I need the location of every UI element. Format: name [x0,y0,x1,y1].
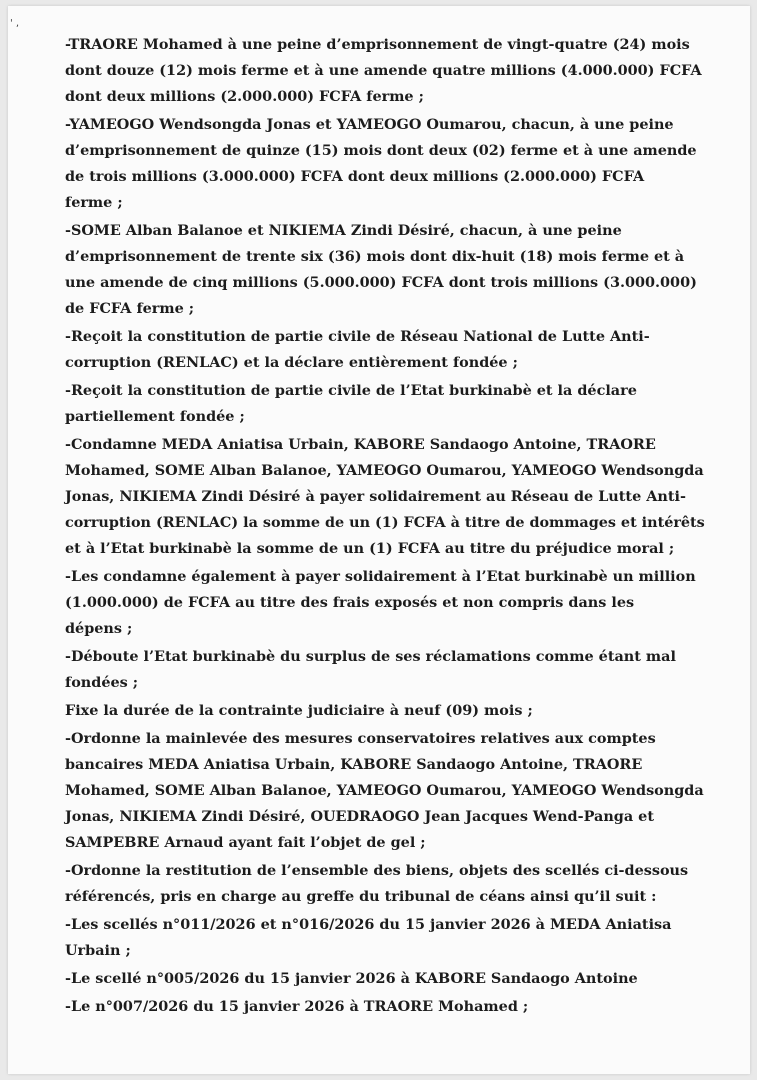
judgment-paragraph [65,966,705,992]
document-page [8,6,750,1074]
text-line: Mohamed, SOME Alban Balanoe, YAMEOGO Oumarou, YAMEOGO Wendsongda [65,782,704,799]
judgment-paragraph [65,378,705,430]
text-line: corruption (RENLAC) et la déclare entièrement fondée ; [65,354,518,371]
text-line: -Ordonne la mainlevée des mesures conservatoires relatives aux comptes [65,730,656,747]
judgment-paragraph [65,726,705,856]
text-line: ferme ; [65,194,123,211]
text-line: -YAMEOGO Wendsongda Jonas et YAMEOGO Oumarou, chacun, à une peine [65,116,674,133]
text-line: corruption (RENLAC) la somme de un (1) FCFA à titre de dommages et intérêts [65,514,705,531]
text-line: -Les condamne également à payer solidairement à l’Etat burkinabè un million [65,568,696,585]
text-line: fondées ; [65,674,139,691]
text-line: -Le n°007/2026 du 15 janvier 2026 à TRAORE Mohamed ; [65,998,529,1015]
judgment-paragraph [65,324,705,376]
text-line: -Ordonne la restitution de l’ensemble des biens, objets des scellés ci-dessous [65,862,689,879]
text-line: partiellement fondée ; [65,408,245,425]
text-line: dont deux millions (2.000.000) FCFA ferme ; [65,88,424,105]
text-line: d’emprisonnement de quinze (15) mois dont deux (02) ferme et à une amende [65,142,697,159]
text-line: une amende de cinq millions (5.000.000) FCFA dont trois millions (3.000.000) [65,274,697,291]
judgment-paragraph [65,994,705,1020]
text-line: Jonas, NIKIEMA Zindi Désiré, OUEDRAOGO Jean Jacques Wend-Panga et [65,808,654,825]
text-line: SAMPEBRE Arnaud ayant fait l’objet de gel ; [65,834,426,851]
text-line: d’emprisonnement de trente six (36) mois dont dix-huit (18) mois ferme et à [65,248,685,265]
text-line: et à l’Etat burkinabè la somme de un (1) FCFA au titre du préjudice moral ; [65,540,675,557]
text-line: bancaires MEDA Aniatisa Urbain, KABORE Sandaogo Antoine, TRAORE [65,756,643,773]
text-line: (1.000.000) de FCFA au titre des frais exposés et non compris dans les [65,594,635,611]
text-line: dépens ; [65,620,133,637]
text-line: -Le scellé n°005/2026 du 15 janvier 2026 à KABORE Sandaogo Antoine [65,970,638,987]
text-line: Fixe la durée de la contrainte judiciaire à neuf (09) mois ; [65,702,533,719]
text-line: de FCFA ferme ; [65,300,195,317]
judgment-paragraph [65,698,705,724]
judgment-paragraph [65,218,705,322]
judgment-paragraph [65,858,705,910]
margin-mark: ' , [10,18,20,29]
text-line: -Les scellés n°011/2026 et n°016/2026 du 15 janvier 2026 à MEDA Aniatisa [65,916,672,933]
text-line: Urbain ; [65,942,131,959]
text-line: dont douze (12) mois ferme et à une amende quatre millions (4.000.000) FCFA [65,62,702,79]
judgment-paragraph [65,32,705,110]
text-line: -Condamne MEDA Aniatisa Urbain, KABORE Sandaogo Antoine, TRAORE [65,436,656,453]
judgment-paragraph [65,564,705,642]
text-line: -Reçoit la constitution de partie civile de l’Etat burkinabè et la déclare [65,382,637,399]
text-line: -Reçoit la constitution de partie civile de Réseau National de Lutte Anti- [65,328,650,345]
judgment-paragraph [65,112,705,216]
text-line: Mohamed, SOME Alban Balanoe, YAMEOGO Oumarou, YAMEOGO Wendsongda [65,462,704,479]
text-line: -TRAORE Mohamed à une peine d’emprisonnement de vingt-quatre (24) mois [65,36,690,53]
text-line: Jonas, NIKIEMA Zindi Désiré à payer solidairement au Réseau de Lutte Anti- [65,488,686,505]
judgment-text [65,32,705,1020]
text-line: -SOME Alban Balanoe et NIKIEMA Zindi Désiré, chacun, à une peine [65,222,622,239]
judgment-paragraph [65,432,705,562]
text-line: de trois millions (3.000.000) FCFA dont deux millions (2.000.000) FCFA [65,168,645,185]
judgment-paragraph [65,644,705,696]
text-line: référencés, pris en charge au greffe du tribunal de céans ainsi qu’il suit : [65,888,657,905]
text-line: -Déboute l’Etat burkinabè du surplus de ses réclamations comme étant mal [65,648,676,665]
judgment-paragraph [65,912,705,964]
